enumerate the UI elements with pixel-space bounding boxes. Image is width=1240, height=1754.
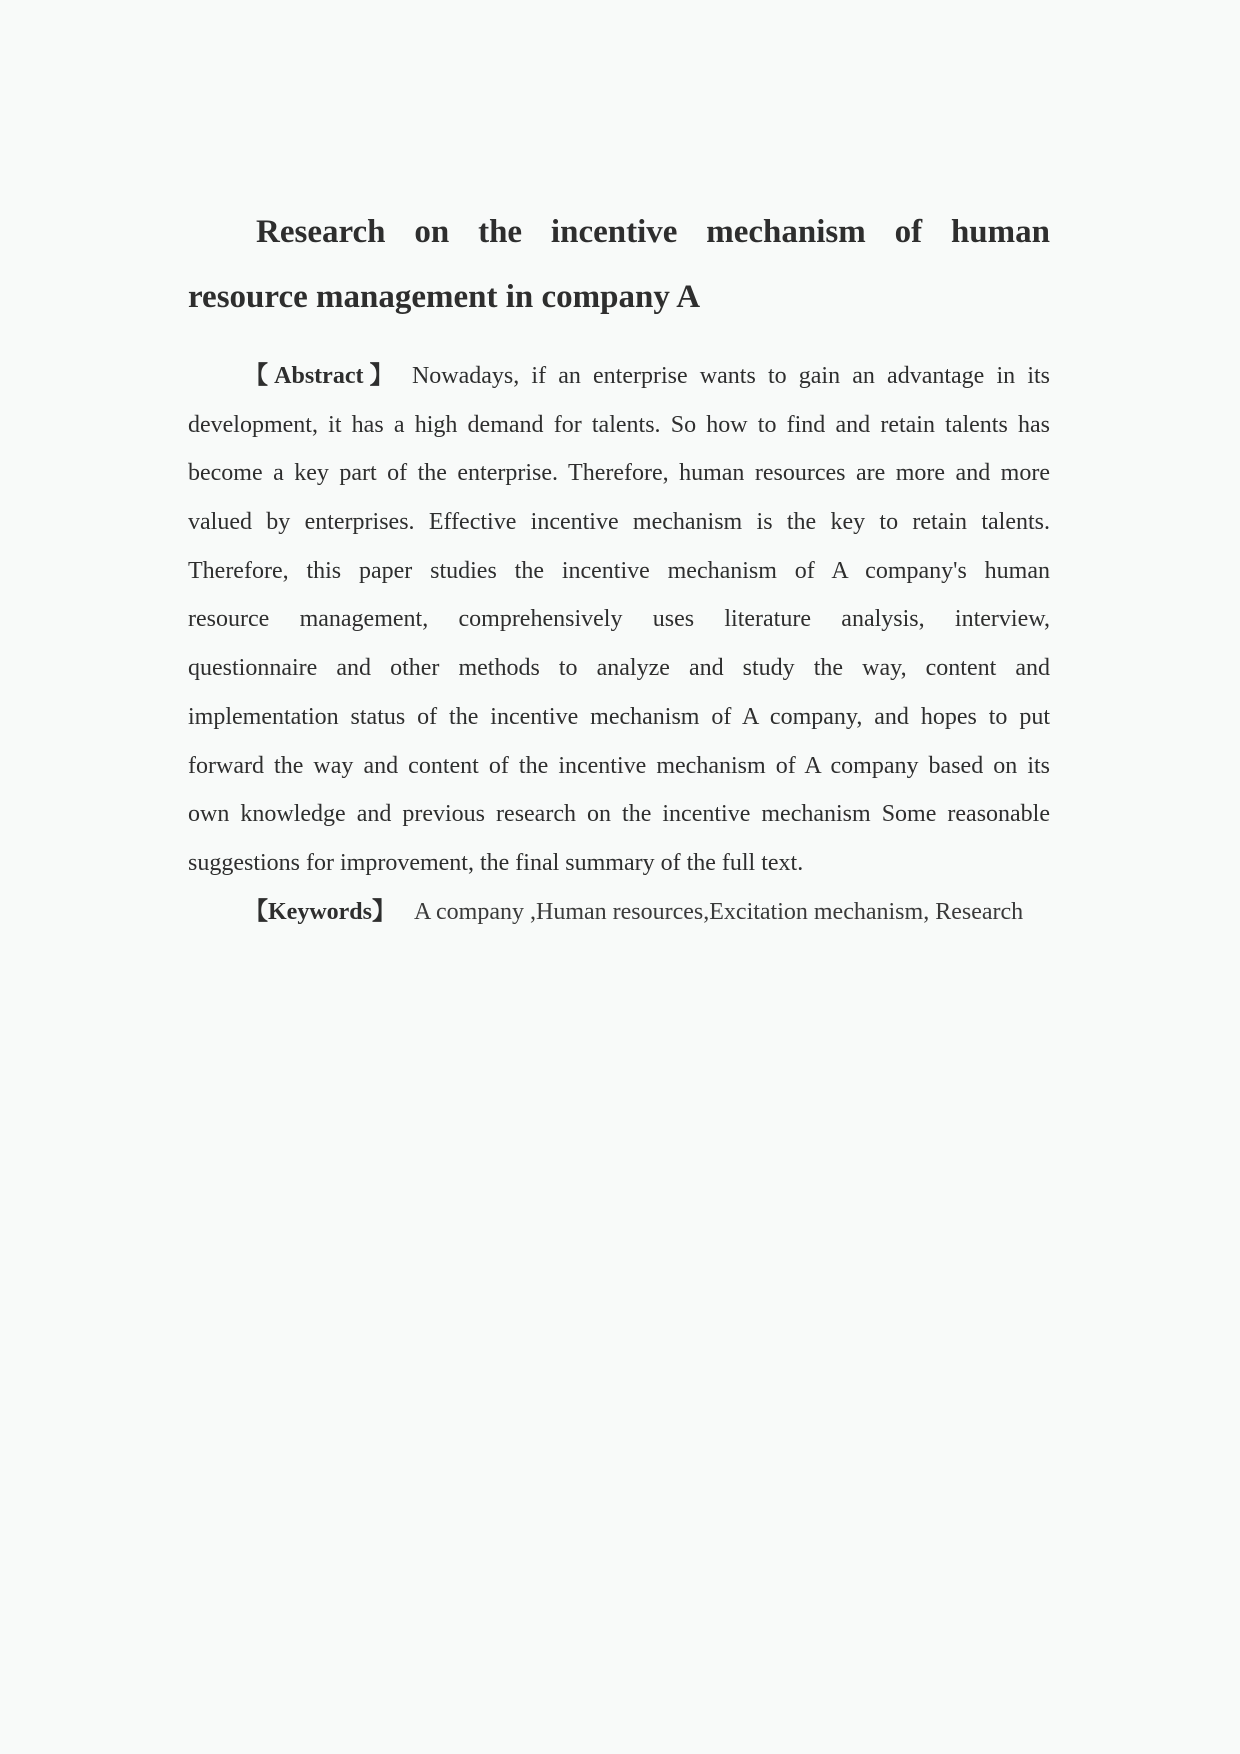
- abstract-line: resource management, comprehensively uses literature analysis, interview,: [188, 606, 1050, 633]
- abstract-line: questionnaire and other methods to analyze and study the way, content and: [188, 655, 1050, 682]
- abstract-line: development, it has a high demand for talents. So how to find and retain talents has: [188, 411, 1050, 438]
- abstract-line: [188, 352, 1050, 401]
- abstract-line: own knowledge and previous research on the incentive mechanism Some reasonable: [188, 801, 1050, 828]
- keywords-label: 【Keywords】: [244, 898, 396, 925]
- abstract-label: 【Abstract】: [244, 363, 400, 389]
- abstract-text: Nowadays, if an enterprise wants to gain an advantage in its: [411, 363, 1050, 389]
- abstract-line: become a key part of the enterprise. Therefore, human resources are more and more: [188, 460, 1050, 487]
- abstract-line: implementation status of the incentive mechanism of A company, and hopes to put: [188, 703, 1050, 730]
- keywords-line: [188, 888, 1050, 937]
- abstract-line: suggestions for improvement, the final summary of the full text.: [188, 849, 804, 876]
- abstract-line: Therefore, this paper studies the incentive mechanism of A company's human: [188, 557, 1050, 584]
- keywords-value: A company ,Human resources,Excitation mechanism, Research: [414, 898, 1024, 925]
- title-line-2: resource management in company A: [188, 279, 701, 315]
- abstract-line: forward the way and content of the incentive mechanism of A company based on its: [188, 752, 1050, 779]
- title-line-1: Research on the incentive mechanism of human: [256, 214, 1050, 250]
- document-page: [188, 200, 1050, 936]
- abstract-line: valued by enterprises. Effective incentive mechanism is the key to retain talents.: [188, 509, 1050, 536]
- abstract-section: [188, 352, 1050, 936]
